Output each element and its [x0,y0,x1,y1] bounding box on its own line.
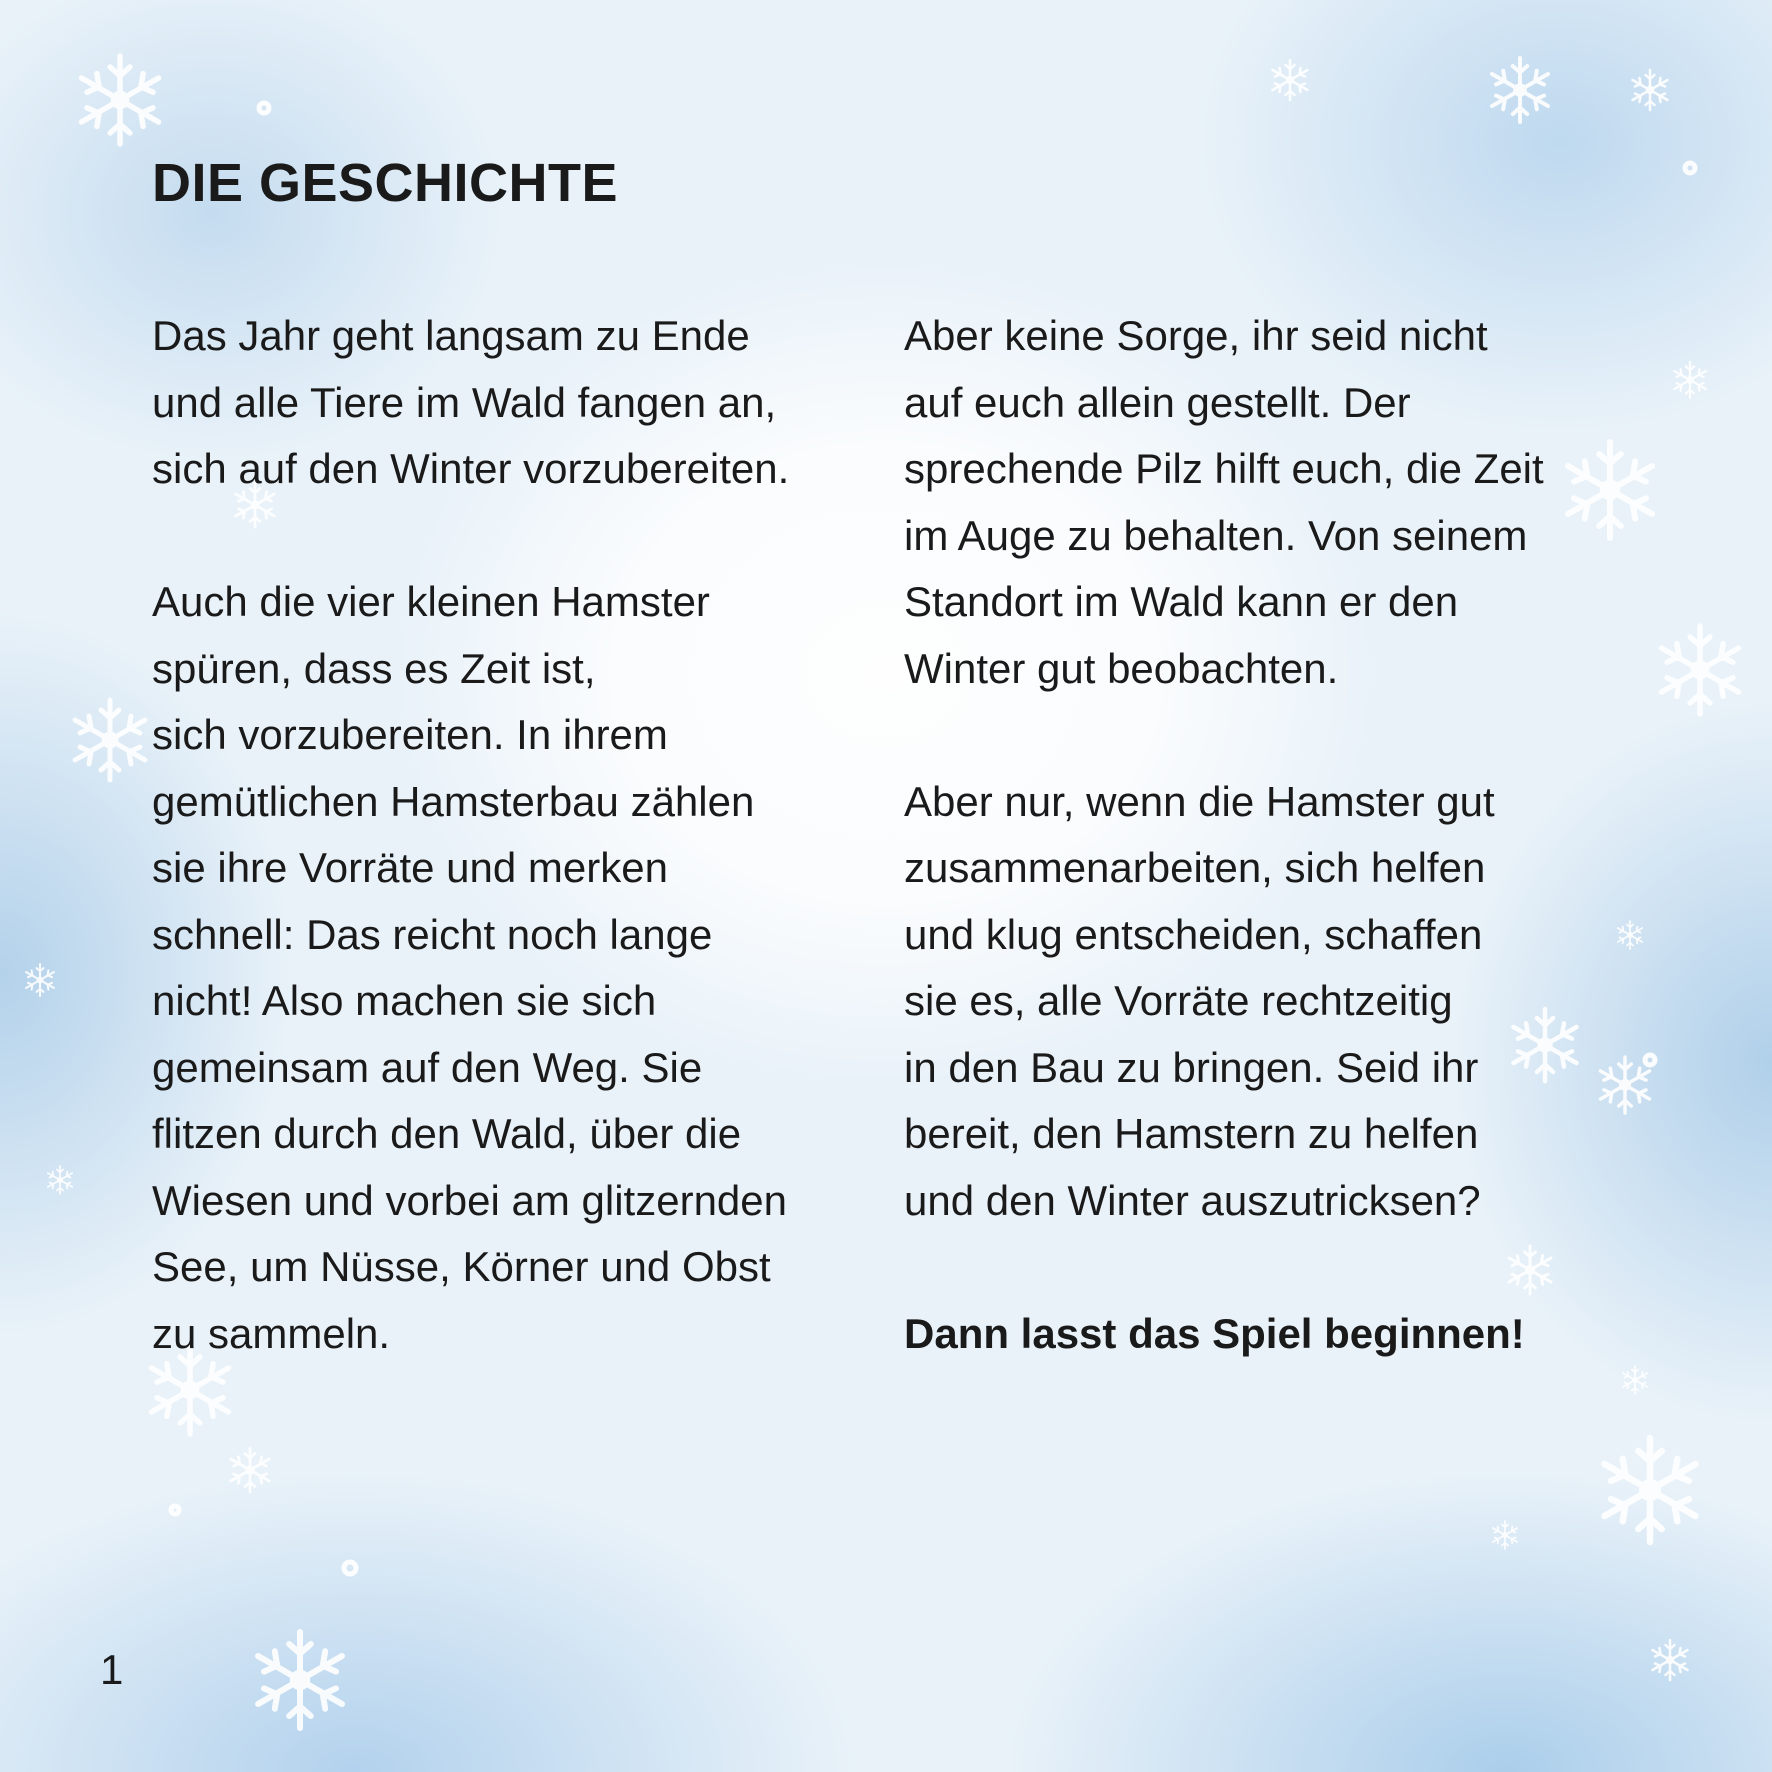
snowflake-icon [1492,58,1548,122]
story-paragraph [904,303,1644,702]
story-paragraph [152,303,892,503]
text-line: zusammenarbeiten, sich helfen [904,844,1486,891]
text-line: Das Jahr geht langsam zu Ende [152,312,750,359]
snow-dot [1685,163,1695,173]
snowflake-icon [1273,60,1308,100]
text-line: nicht! Also machen sie sich [152,977,657,1024]
text-line: in den Bau zu bringen. Seid ihr [904,1043,1479,1091]
text-line: Wiesen und vorbei am glitzernden [152,1176,788,1224]
text-line: zu sammeln. [152,1309,391,1357]
text-line: auf euch allein gestellt. Der [904,378,1411,426]
story-paragraph [152,569,892,1367]
text-line: Standort im Wald kann er den [904,578,1459,625]
text-line: Winter gut beobachten. [904,644,1339,692]
text-line: und klug entscheiden, schaffen [904,910,1483,958]
story-left-column [152,303,892,1367]
text-line: Aber keine Sorge, ihr seid nicht [904,312,1488,359]
snowflake-icon [1674,362,1706,398]
snowflake-icon [1633,70,1668,110]
snowflake-icon [48,1166,73,1194]
story-right-column [904,303,1644,1367]
page-title: DIE GESCHICHTE [152,153,619,213]
text-line: sie ihre Vorräte und merken [152,844,668,891]
snowflake-icon [1653,1640,1688,1680]
text-line: bereit, den Hamstern zu helfen [904,1110,1479,1157]
text-line: sich vorzubereiten. In ihrem [152,711,668,758]
snow-dot [1645,1055,1655,1065]
snowflake-icon [1493,1521,1518,1549]
text-line: Aber nur, wenn die Hamster gut [904,777,1495,825]
snow-dot [259,103,269,113]
story-paragraph [904,769,1644,1235]
snow-dot [171,1506,179,1514]
text-line: sprechende Pilz hilft euch, die Zeit [904,445,1544,492]
text-line: flitzen durch den Wald, über die [152,1110,742,1157]
snowflake-icon [75,700,145,780]
text-line: spüren, dass es Zeit ist, [152,644,596,692]
page-number: 1 [100,1646,124,1693]
text-line: Auch die vier kleinen Hamster [152,578,710,625]
text-line: sich auf den Winter vorzubereiten. [152,445,790,492]
snowflake-icon [1662,626,1739,714]
text-line: und den Winter auszutricksen? [904,1176,1481,1224]
text-line: sie es, alle Vorräte rechtzeitig [904,977,1453,1024]
snowflake-icon [26,964,54,996]
snowflake-icon [258,1632,342,1728]
text-line: und alle Tiere im Wald fangen an, [152,378,777,426]
snow-dot [344,1562,356,1574]
snowflake-icon [1623,1366,1648,1394]
text-line: See, um Nüsse, Körner und Obst [152,1243,771,1290]
text-line: gemeinsam auf den Weg. Sie [152,1043,703,1091]
text-line: gemütlichen Hamsterbau zählen [152,777,755,825]
text-line: schnell: Das reicht noch lange [152,910,713,958]
snowflake-icon [231,1448,270,1492]
closing-call-to-action: Dann lasst das Spiel beginnen! [904,1309,1525,1357]
snowflake-icon [1605,1438,1696,1542]
text-line: im Auge zu behalten. Von seinem [904,511,1528,559]
snowflake-icon [82,56,159,144]
